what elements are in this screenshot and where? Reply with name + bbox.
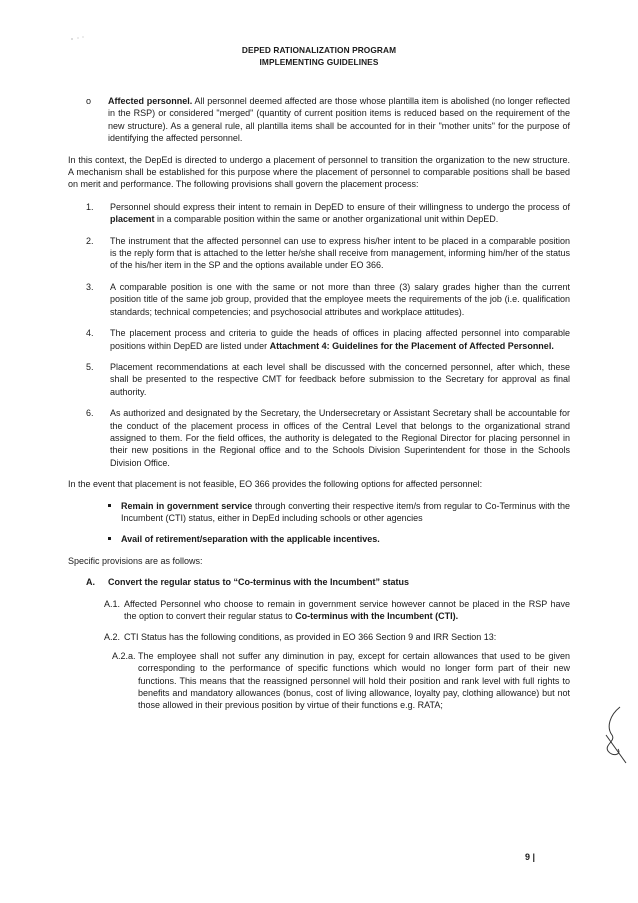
bullet-marker: o (86, 96, 92, 106)
provision-text: The placement process and criteria to guide the heads of offices in placing affected personnel into comparable positions within DepED are listed under (110, 328, 570, 351)
provision-text: A comparable position is one with the same or not more than three (3) salary grades higher than the current position title of the same job group, provided that the employee meets the requirements of the job (i.e. qualification standards; technical competencies; and psychosocial attributes and workplace attitudes). (110, 281, 570, 317)
section-title: Convert the regular status to “Co-terminus with the Incumbent” status (108, 577, 410, 588)
provision-item (72, 235, 570, 272)
provision-item (72, 201, 570, 226)
provision-label: A.1. (104, 598, 121, 609)
provision-item (72, 361, 570, 398)
square-bullet-icon (108, 537, 111, 540)
provision-item (72, 407, 570, 469)
provision-number: 5. (86, 361, 94, 372)
page-number: 9 | (525, 852, 536, 862)
provision-item (72, 327, 570, 352)
provision-text: Placement recommendations at each level shall be discussed with the concerned personnel, after which, these shall be presented to the respective CMT for feedback before submission to the Secretary for approval as final authority. (110, 361, 570, 397)
specific-provisions-intro: Specific provisions are as follows: (68, 555, 203, 566)
provision-number: 4. (86, 328, 94, 339)
options-list (68, 500, 570, 546)
provision-number: 3. (86, 281, 94, 292)
header-title: DEPED RATIONALIZATION PROGRAM (241, 45, 397, 55)
provision-a2 (68, 631, 570, 643)
option-title: Avail of retirement/separation with the applicable incentives. (121, 534, 380, 545)
affected-personnel-text: All personnel deemed affected are those whose plantilla item is abolished (no longer reflected in the RSP) or considered "merged" (quantity of current position items is reduced based on the requirement of the new structure). As a general rule, all plantilla items shall be accounted for in their "mother units" for the purpose of identifying the affected personnel. (108, 96, 570, 144)
document-body (68, 95, 570, 712)
provision-label: A.2. (104, 632, 121, 643)
options-intro: In the event that placement is not feasible, EO 366 provides the following options for affected personnel: (68, 479, 483, 490)
provision-number: 2. (86, 235, 94, 246)
header-subtitle: IMPLEMENTING GUIDELINES (259, 57, 379, 67)
provision-a2a (68, 650, 570, 712)
provision-bold: placement (110, 214, 155, 225)
placement-provisions-list (68, 201, 570, 469)
provision-text-end: in a comparable position within the same or another organizational unit within DepED. (154, 214, 499, 225)
option-title: Remain in government service (121, 500, 253, 511)
cti-term: Co-terminus with the Incumbent (CTI). (295, 611, 459, 621)
provision-text: Personnel should express their intent to remain in DepED to ensure of their willingness to undergo the process of (110, 201, 570, 212)
provision-number: 6. (86, 408, 94, 419)
option-item (68, 500, 570, 525)
document-header (0, 44, 638, 68)
option-item (68, 533, 570, 545)
provision-text: CTI Status has the following conditions, as provided in EO 366 Section 9 and IRR Section 13: (124, 632, 497, 643)
intro-paragraph: In this context, the DepEd is directed to undergo a placement of personnel to transition the organization to the new structure. A mechanism shall be established for this purpose where the placement of personnel to comparable positions shall be based on merit and performance. The following provisions shall govern the placement process: (68, 154, 570, 190)
initials-signature (600, 705, 630, 765)
affected-personnel-term: Affected personnel. (108, 96, 193, 106)
affected-personnel-item (68, 95, 570, 145)
section-letter: A. (86, 577, 95, 588)
provision-text: The instrument that the affected personnel can use to express his/her intent to be placed in a comparable position is the reply form that is attached to the letter he/she shall receive from management, informing him/her of the status of the his/her item in the SP and the options available under EO 366. (110, 235, 570, 271)
attachment-reference: Attachment 4: Guidelines for the Placement of Affected Personnel. (269, 340, 554, 351)
provision-text: The employee shall not suffer any diminution in pay, except for certain allowances that used to be given corresponding to the performance of specific functions which would no longer form part of their new functions. This means that the reassigned personnel will hold their position and rank level with full rights to benefits and mandatory allowances (bonus, cost of living allowance, loyalty pay, clothing allowance) but not those allowed in their previous position by virtue of their functions e.g. RATA; (138, 650, 570, 711)
provision-text: As authorized and designated by the Secretary, the Undersecretary or Assistant Secretary shall be accountable for the conduct of the placement process in offices of the Central Level that belongs to the organizational strand assigned to them. For the field offices, the authority is delegated to the Regional Director for placing personnel in their new positions in the Regional office and to the Schools Division Superintendent for those in the Schools Division Office. (110, 408, 570, 468)
provision-number: 1. (86, 201, 94, 212)
provision-label: A.2.a. (112, 650, 136, 661)
scan-specks (70, 28, 86, 34)
provision-a1 (68, 598, 570, 623)
provision-text: Affected Personnel who choose to remain in government service however cannot be placed in the RSP have the option to convert their regular status to (124, 598, 570, 621)
provision-item (72, 281, 570, 318)
section-a-heading (68, 576, 570, 588)
option-text: through converting their respective item/s from regular to Co-Terminus with the Incumbent (CTI) status, either in DepEd including schools or other agencies (121, 500, 570, 523)
square-bullet-icon (108, 504, 111, 507)
